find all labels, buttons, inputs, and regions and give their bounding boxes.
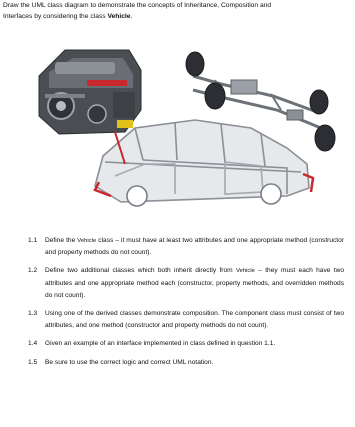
instructions: [3, 1, 353, 22]
question-number: 1.3: [28, 310, 38, 318]
question-number: 1.2: [28, 267, 38, 275]
question-number: 1.1: [28, 237, 38, 244]
question-1-4: 1.4 Given an example of an interface implemented in class defined in question 1.1.: [28, 338, 344, 350]
vehicle-code-term: Vehicle: [77, 238, 97, 244]
vehicle-parts-figure: [25, 36, 337, 212]
question-1-5: 1.5 Be sure to use the correct logic and correct UML notation.: [28, 357, 344, 369]
question-1-1: 1.1 Define the Vehicle class – it must have at least two attributes and one appropriate method (constructor and property methods do not count).: [28, 237, 345, 257]
engine-image: [33, 46, 145, 138]
question-list: [28, 235, 344, 375]
question-number: 1.5: [28, 358, 38, 366]
vehicle-class-name: Vehicle: [107, 12, 131, 20]
question-1-3: 1.3 Using one of the derived classes demonstrate composition. The component class must consist of two attributes, and one method (constructor and property methods do not count).: [28, 310, 344, 330]
vehicle-code-term: Vehicle: [235, 268, 255, 275]
instructions-line-1: Draw the UML class diagram to demonstrate the concepts of Inheritance, Composition and: [3, 2, 272, 9]
question-number: 1.4: [28, 340, 38, 348]
question-1-2: 1.2 Define two additional classes which both inherit directly from Vehicle – they must each have two attributes and one appropriate method each (constructor, property methods, and overridden methods do not count).: [28, 267, 344, 299]
instructions-line-2: Interfaces by considering the class Vehicle.: [3, 12, 133, 20]
